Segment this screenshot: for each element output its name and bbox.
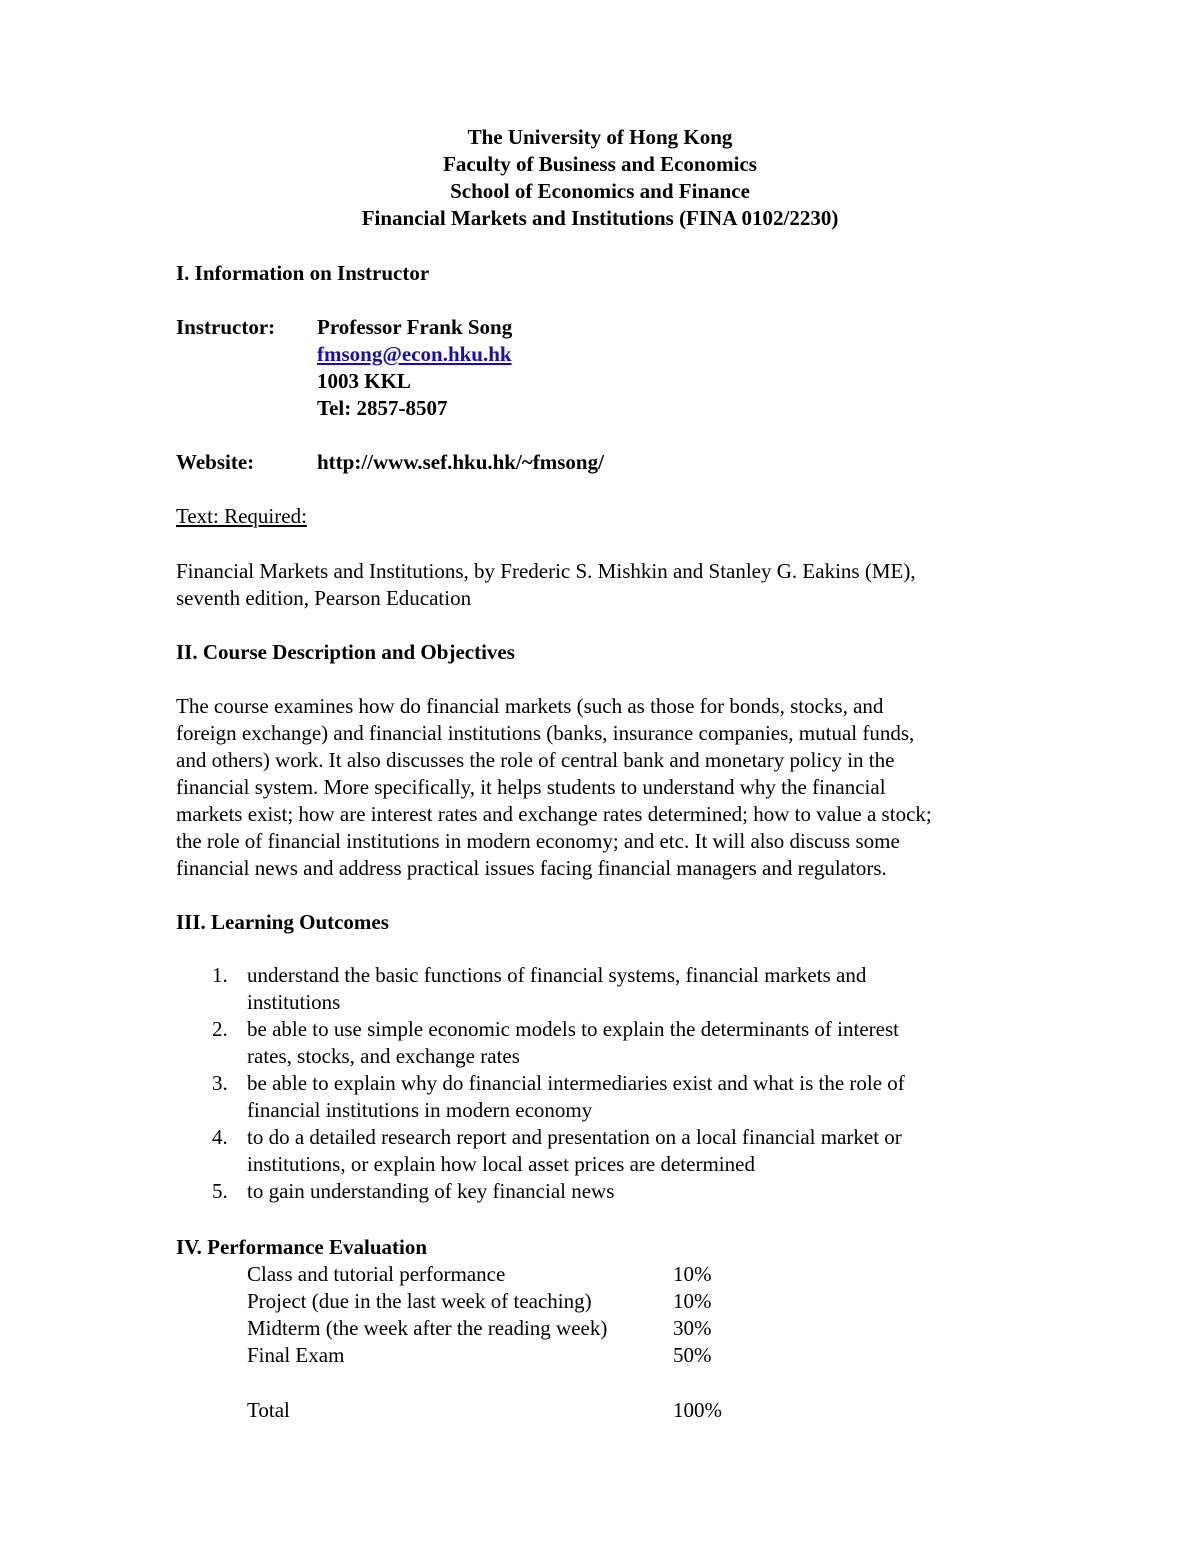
evaluation-total-value: 100% (673, 1398, 722, 1422)
course-description (176, 693, 1036, 882)
evaluation-value: 30% (673, 1316, 712, 1340)
list-item (176, 1070, 1036, 1124)
evaluation-label: Project (due in the last week of teaching) (247, 1289, 592, 1313)
list-item-number: 3. (212, 1071, 228, 1095)
website-label: Website: (176, 450, 255, 474)
evaluation-label: Final Exam (247, 1343, 345, 1367)
learning-outcomes-list (176, 962, 1036, 1205)
list-item-text: be able to use simple economic models to explain the determinants of interest (247, 1017, 899, 1041)
description-line: markets exist; how are interest rates and exchange rates determined; how to value a stock; (176, 802, 932, 826)
list-item (176, 1124, 1036, 1178)
list-item-text: institutions (247, 990, 341, 1014)
instructor-tel: Tel: 2857-8507 (317, 396, 448, 420)
list-item-number: 1. (212, 963, 228, 987)
description-line: and others) work. It also discusses the role of central bank and monetary policy in the (176, 748, 895, 772)
text-required-label: Text: Required: (176, 504, 307, 528)
faculty-name: Faculty of Business and Economics (443, 152, 757, 176)
textbook-line: seventh edition, Pearson Education (176, 586, 472, 610)
description-line: The course examines how do financial markets (such as those for bonds, stocks, and (176, 694, 884, 718)
evaluation-value: 10% (673, 1289, 712, 1313)
document-header (0, 124, 1200, 232)
description-line: foreign exchange) and financial institutions (banks, insurance companies, mutual funds, (176, 721, 915, 745)
school-name: School of Economics and Finance (450, 179, 750, 203)
evaluation-value: 50% (673, 1343, 712, 1367)
textbook-line: Financial Markets and Institutions, by Frederic S. Mishkin and Stanley G. Eakins (ME), (176, 559, 916, 583)
list-item-number: 5. (212, 1179, 228, 1203)
list-item-text: rates, stocks, and exchange rates (247, 1044, 520, 1068)
instructor-office: 1003 KKL (317, 369, 411, 393)
section-4-heading: IV. Performance Evaluation (176, 1235, 428, 1259)
list-item (176, 1016, 1036, 1070)
list-item (176, 1178, 1036, 1205)
course-title: Financial Markets and Institutions (FINA 0102/2230) (361, 206, 839, 230)
university-name: The University of Hong Kong (467, 125, 733, 149)
section-2-heading: II. Course Description and Objectives (176, 640, 515, 664)
instructor-name: Professor Frank Song (317, 315, 513, 339)
section-1-heading: I. Information on Instructor (176, 261, 430, 285)
list-item-text: financial institutions in modern economy (247, 1098, 593, 1122)
list-item (176, 962, 1036, 1016)
instructor-email-wrap (317, 341, 512, 368)
list-item-number: 4. (212, 1125, 228, 1149)
section-3-heading: III. Learning Outcomes (176, 910, 389, 934)
evaluation-label: Class and tutorial performance (247, 1262, 506, 1286)
list-item-text: to gain understanding of key financial news (247, 1179, 615, 1203)
textbook-citation (176, 558, 1036, 612)
list-item-text: institutions, or explain how local asset prices are determined (247, 1152, 755, 1176)
evaluation-label: Midterm (the week after the reading week) (247, 1316, 608, 1340)
description-line: financial news and address practical issues facing financial managers and regulators. (176, 856, 887, 880)
list-item-number: 2. (212, 1017, 228, 1041)
description-line: financial system. More specifically, it helps students to understand why the financial (176, 775, 886, 799)
list-item-text: to do a detailed research report and presentation on a local financial market or (247, 1125, 902, 1149)
instructor-label: Instructor: (176, 315, 276, 339)
website-url: http://www.sef.hku.hk/~fmsong/ (317, 450, 604, 474)
evaluation-total-label: Total (247, 1398, 290, 1422)
instructor-email-link[interactable]: fmsong@econ.hku.hk (317, 342, 512, 366)
description-line: the role of financial institutions in modern economy; and etc. It will also discuss some (176, 829, 900, 853)
evaluation-value: 10% (673, 1262, 712, 1286)
list-item-text: be able to explain why do financial intermediaries exist and what is the role of (247, 1071, 905, 1095)
list-item-text: understand the basic functions of financial systems, financial markets and (247, 963, 867, 987)
